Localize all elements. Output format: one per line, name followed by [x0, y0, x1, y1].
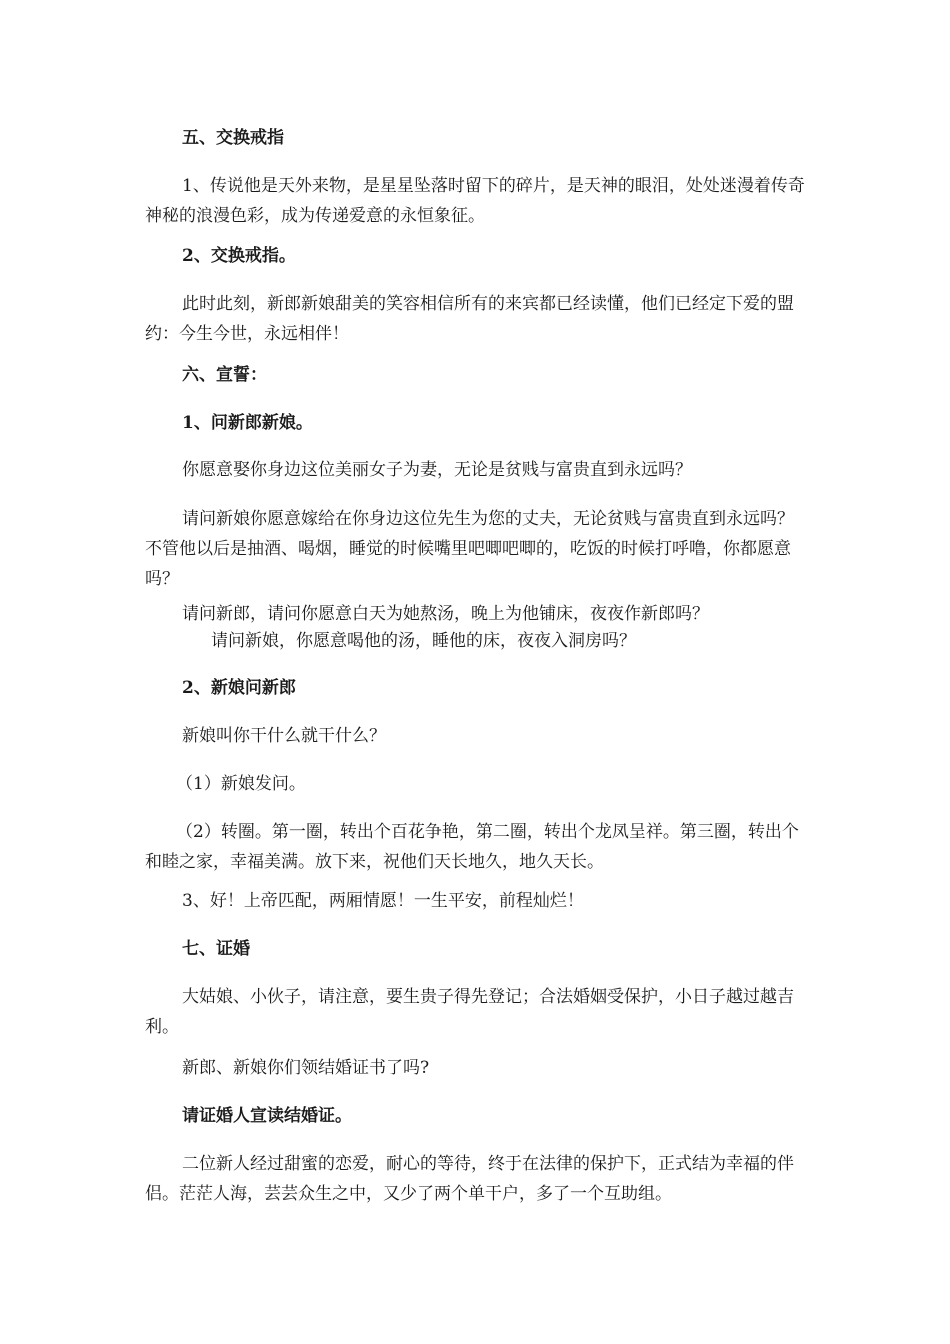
subheading-ask-couple: 1、问新郎新娘。 [182, 413, 313, 433]
paragraph-ask-bride: 请问新娘你愿意嫁给在你身边这位先生为您的丈夫，无论贫贱与富贵直到永远吗？不管他以后是抽酒、喝烟，睡觉的时候嘴里吧唧吧唧的，吃饭的时候打呼噜，你都愿意吗？ [145, 509, 794, 589]
paragraph-ring-legend: 1、传说他是天外来物，是星星坠落时留下的碎片，是天神的眼泪，处处迷漫着传奇神秘的浪漫色彩，成为传递爱意的永恒象征。 [145, 176, 805, 226]
subheading-bride-asks-groom: 2、新娘问新郎 [182, 678, 296, 698]
paragraph-bride-command: 新娘叫你干什么就干什么？ [182, 726, 386, 746]
subheading-exchange-rings: 2、交换戒指。 [182, 246, 296, 266]
section-heading-certification: 七、证婚 [182, 939, 250, 959]
paragraph-ask-groom-soup: 请问新郎，请问你愿意白天为她熬汤，晚上为他铺床，夜夜作新郎吗？ [182, 604, 709, 624]
subheading-read-certificate: 请证婚人宣读结婚证。 [182, 1106, 352, 1126]
section-heading-vows: 六、宣誓： [182, 365, 267, 385]
paragraph-certificate-question: 新郎、新娘你们领结婚证书了吗? [182, 1058, 430, 1078]
paragraph-new-couple: 二位新人经过甜蜜的恋爱，耐心的等待，终于在法律的保护下，正式结为幸福的伴侣。茫茫人海，芸芸众生之中，又少了两个单干户，多了一个互助组。 [145, 1154, 794, 1204]
paragraph-ask-bride-soup: 请问新娘，你愿意喝他的汤，睡他的床，夜夜入洞房吗？ [211, 631, 636, 651]
paragraph-blessing: 3、好！上帝匹配，两厢情愿！一生平安，前程灿烂！ [182, 891, 584, 911]
paragraph-vow-moment: 此时此刻，新郎新娘甜美的笑容相信所有的来宾都已经读懂，他们已经定下爱的盟约：今生今世，永远相伴！ [145, 294, 794, 344]
paragraph-registration-rhyme: 大姑娘、小伙子，请注意，要生贵子得先登记；合法婚姻受保护，小日子越过越吉利。 [145, 987, 794, 1037]
section-heading-exchange-rings: 五、交换戒指 [182, 128, 284, 148]
paragraph-ask-groom: 你愿意娶你身边这位美丽女子为妻，无论是贫贱与富贵直到永远吗？ [182, 460, 692, 480]
paragraph-turning-circles: （2）转圈。第一圈，转出个百花争艳，第二圈，转出个龙凤呈祥。第三圈，转出个和睦之家，幸福美满。放下来，祝他们天长地久，地久天长。 [145, 822, 799, 872]
paragraph-bride-question: （1）新娘发问。 [176, 774, 306, 794]
